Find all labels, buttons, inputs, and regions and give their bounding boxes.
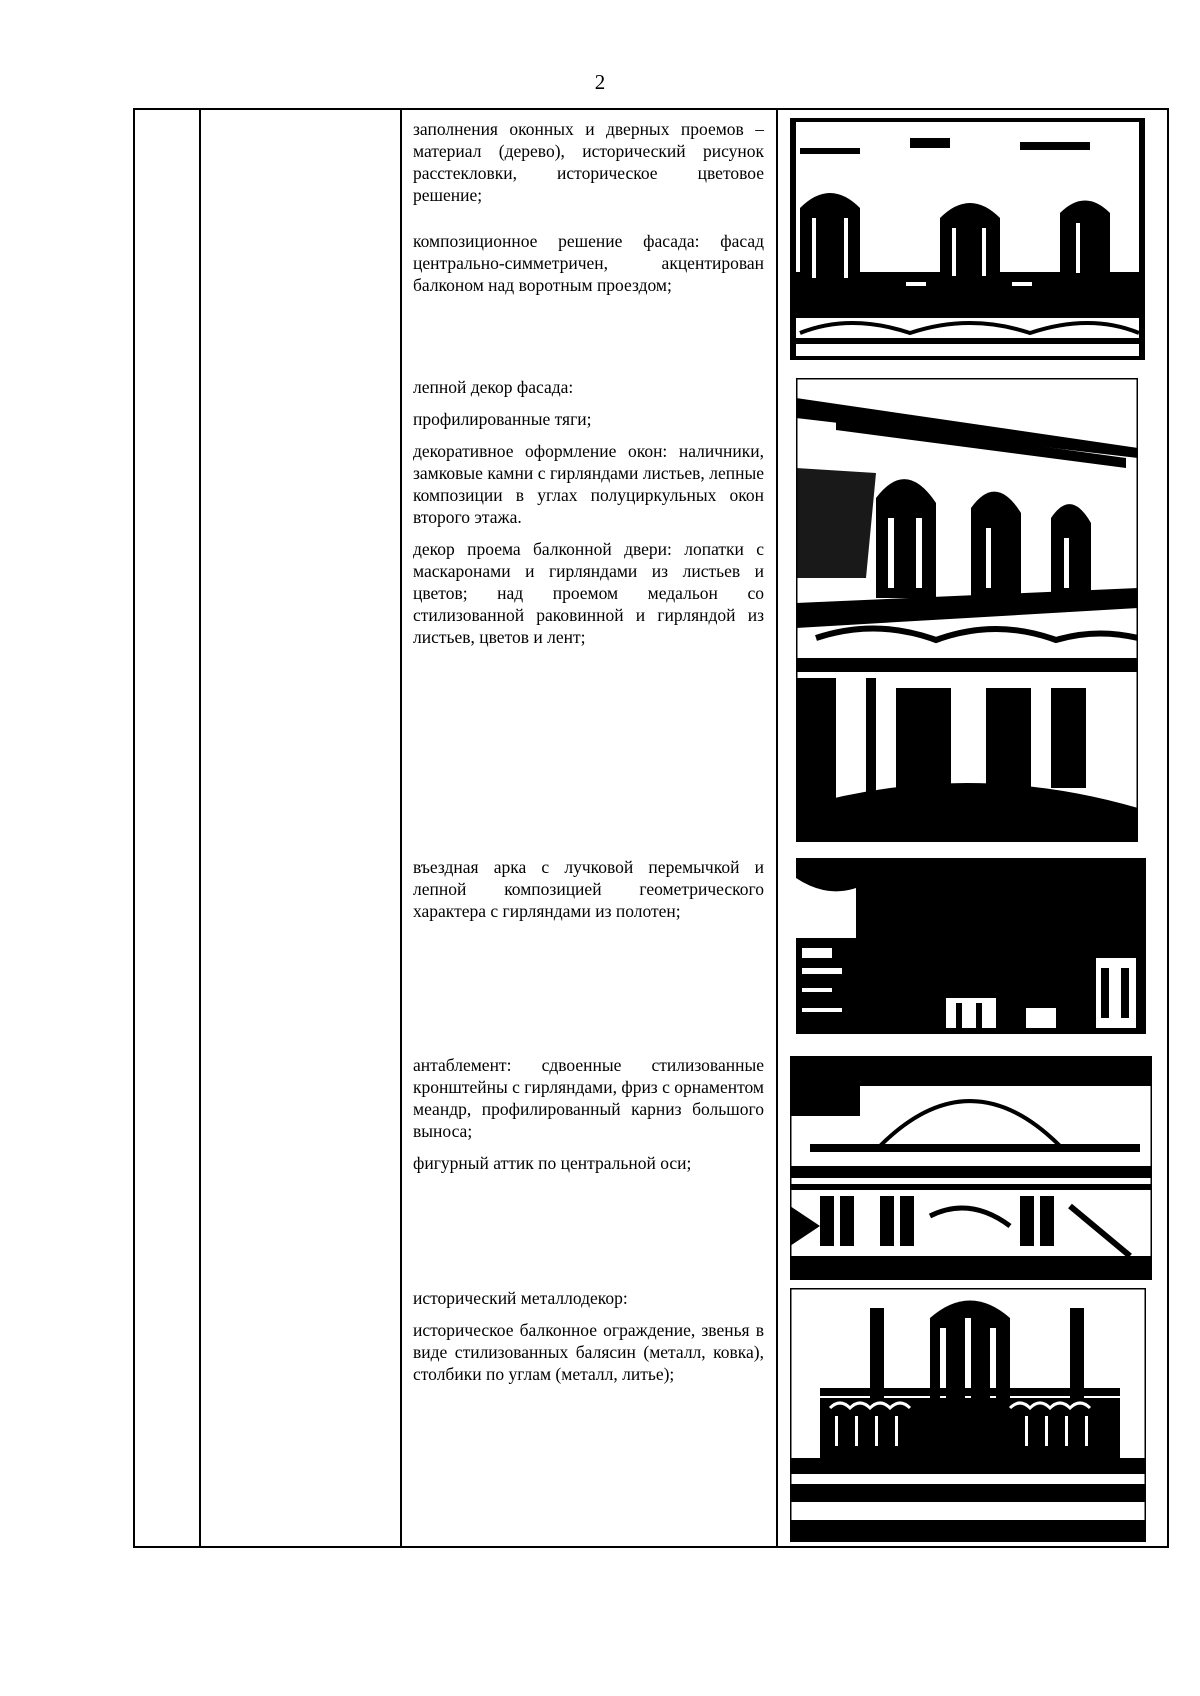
column-divider-3 bbox=[776, 108, 778, 1548]
row-1-paragraph-2: композиционное решение фасада: фасад центрально-симметричен, акцентирован балконом над воротным проездом; bbox=[413, 231, 764, 295]
row-4-paragraph-2: фигурный аттик по центральной оси; bbox=[413, 1153, 692, 1173]
row-2-paragraph-4: декор проема балконной двери: лопатки с маскаронами и гирляндами из листьев и цветов; над проемом медальон со стилизованной раковинной и гирляндой из листьев, цветов и лент; bbox=[413, 539, 764, 647]
column-divider-1 bbox=[199, 108, 201, 1548]
row-3-paragraph-1: въездная арка с лучковой перемычкой и лепной композицией геометрического характера с гирляндами из полотен; bbox=[413, 857, 764, 921]
photo-facade-stucco-decor bbox=[796, 378, 1138, 842]
row-2-paragraph-3: декоративное оформление окон: наличники, замковые камни с гирляндами листьев, лепные композиции в углах полуциркульных окон второго этажа. bbox=[413, 441, 764, 527]
row-1-description bbox=[413, 118, 764, 306]
photo-balcony-railing bbox=[790, 1288, 1146, 1542]
row-5-description bbox=[413, 1287, 764, 1395]
row-5-paragraph-1: исторический металлодекор: bbox=[413, 1288, 628, 1308]
row-2-paragraph-1: лепной декор фасада: bbox=[413, 377, 574, 397]
row-4-description bbox=[413, 1054, 764, 1184]
column-divider-2 bbox=[400, 108, 402, 1548]
page-number: 2 bbox=[594, 70, 606, 94]
row-5-paragraph-2: историческое балконное ограждение, звенья в виде стилизованных балясин (металл, ковка), столбики по углам (металл, литье); bbox=[413, 1320, 764, 1384]
row-3-description bbox=[413, 856, 764, 932]
row-2-paragraph-2: профилированные тяги; bbox=[413, 409, 592, 429]
photo-facade-arched-windows bbox=[790, 118, 1145, 360]
photo-entrance-arch bbox=[796, 858, 1146, 1044]
row-4-paragraph-1: антаблемент: сдвоенные стилизованные кронштейны с гирляндами, фриз с орнаментом меандр, профилированный карниз большого выноса; bbox=[413, 1055, 764, 1141]
row-2-description bbox=[413, 376, 764, 658]
row-1-paragraph-1: заполнения оконных и дверных проемов – материал (дерево), исторический рисунок расстекловки, историческое цветовое решение; bbox=[413, 119, 764, 205]
photo-entablature-attic bbox=[790, 1056, 1152, 1280]
